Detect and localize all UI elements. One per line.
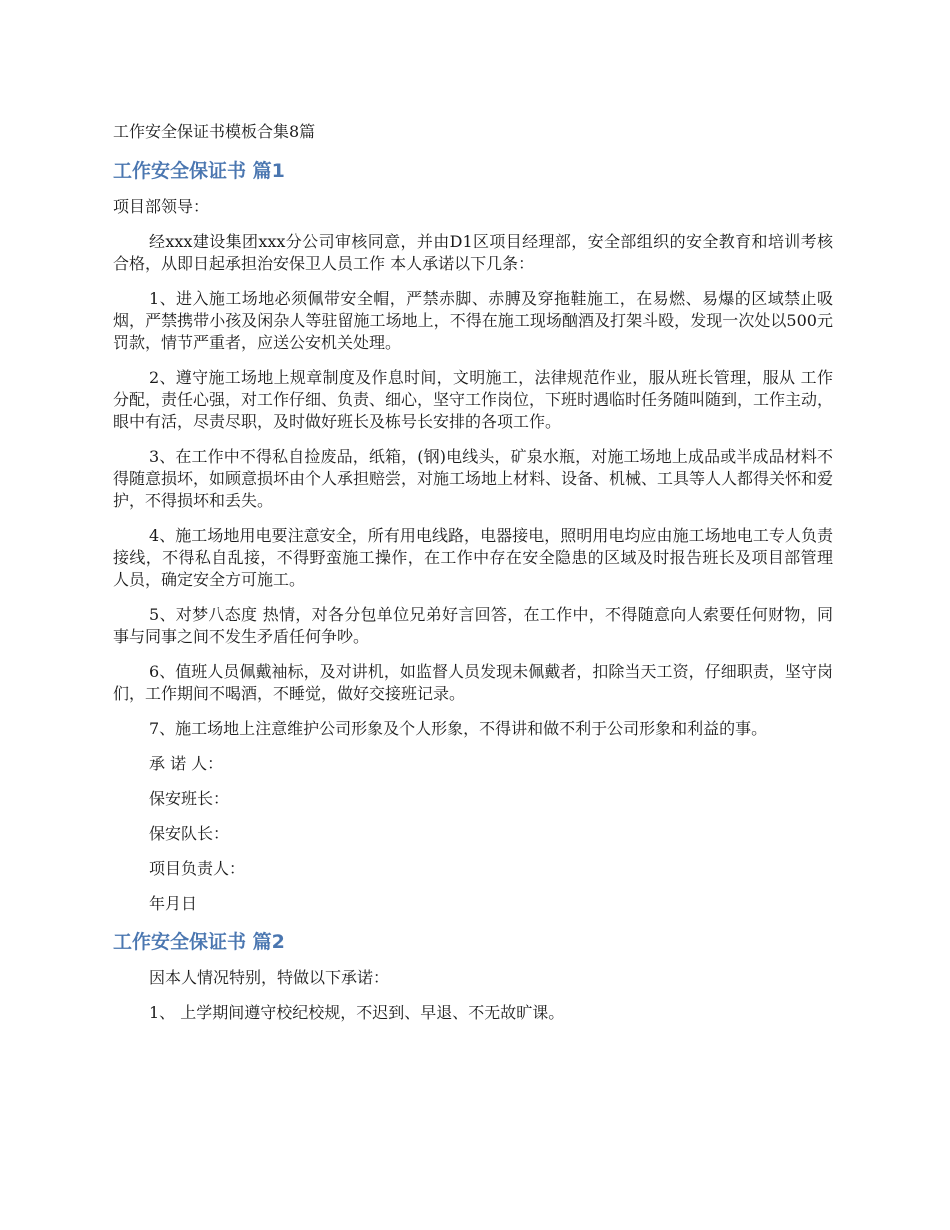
document-title: 工作安全保证书模板合集8篇 (113, 122, 316, 141)
signature-pledger: 承 诺 人： (149, 754, 224, 773)
document-page (113, 120, 833, 1037)
section2-intro: 因本人情况特别，特做以下承诺： (149, 968, 390, 987)
signature-security-leader: 保安班长： (149, 789, 230, 808)
section-heading-2: 工作安全保证书 篇2 (113, 931, 285, 953)
pledge-item-6: 6、值班人员佩戴袖标，及对讲机，如监督人员发现未佩戴者，扣除当天工资，仔细职责，坚守岗们，工作期间不喝酒，不睡觉，做好交接班记录。 (113, 662, 833, 703)
pledge-item-5: 5、对梦八态度 热情，对各分包单位兄弟好言回答，在工作中，不得随意向人索要任何财物，同事与同事之间不发生矛盾任何争吵。 (113, 605, 833, 646)
signature-security-captain: 保安队长： (149, 824, 230, 843)
greeting: 项目部领导： (113, 197, 210, 216)
pledge-item-1: 1、进入施工场地必须佩带安全帽，严禁赤脚、赤膊及穿拖鞋施工，在易燃、易爆的区域禁止吸烟，严禁携带小孩及闲杂人等驻留施工场地上，不得在施工现场酗酒及打架斗殴，发现一次处以500元罚款，情节严重者，应送公安机关处理。 (113, 289, 833, 352)
signature-project-lead: 项目负责人： (149, 859, 246, 878)
signature-date: 年月日 (149, 894, 198, 913)
section2-item-1: 1、 上学期间遵守校纪校规，不迟到、早退、不无故旷课。 (149, 1003, 565, 1022)
pledge-item-4: 4、施工场地用电要注意安全，所有用电线路，电器接电，照明用电均应由施工场地电工专人负责接线，不得私自乱接，不得野蛮施工操作，在工作中存在安全隐患的区域及时报告班长及项目部管理 人员，确定安全方可施工。 (113, 526, 833, 589)
pledge-item-7: 7、施工场地上注意维护公司形象及个人形象，不得讲和做不利于公司形象和利益的事。 (149, 719, 768, 738)
section-heading-1: 工作安全保证书 篇1 (113, 160, 285, 182)
pledge-item-2: 2、遵守施工场地上规章制度及作息时间，文明施工，法律规范作业，服从班长管理，服从 工作分配，责任心强，对工作仔细、负责、细心，坚守工作岗位，下班时遇临时任务随叫随到，工作主动，眼中有活，尽责尽职，及时做好班长及栋号长安排的各项工作。 (113, 368, 834, 431)
pledge-item-3: 3、在工作中不得私自捡废品，纸箱，(钢)电线头，矿泉水瓶，对施工场地上成品或半成品材料不得随意损坏，如顾意损坏由个人承担赔尝，对施工场地上材料、设备、机械、工具等人人都得关怀和爱护，不得损坏和丢失。 (113, 447, 834, 510)
intro-paragraph: 经xxx建设集团xxx分公司审核同意，并由D1区项目经理部，安全部组织的安全教育和培训考核合格，从即日起承担治安保卫人员工作 本人承诺以下几条： (113, 232, 833, 273)
